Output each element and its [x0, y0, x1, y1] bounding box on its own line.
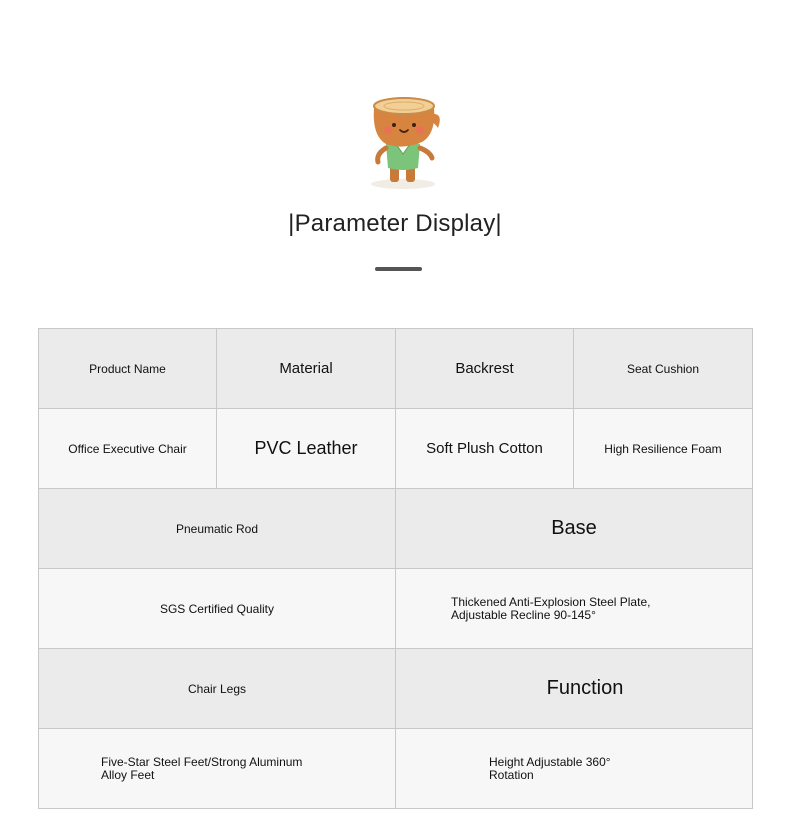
table-cell: Function — [396, 649, 753, 729]
table-row — [39, 729, 753, 809]
table-row — [39, 489, 753, 569]
table-cell: High Resilience Foam — [574, 409, 753, 489]
table-cell: Pneumatic Rod — [39, 489, 396, 569]
table-cell: Soft Plush Cotton — [396, 409, 574, 489]
table-cell: Backrest — [396, 329, 574, 409]
table-cell: Product Name — [39, 329, 217, 409]
table-row — [39, 649, 753, 729]
title-divider — [375, 267, 422, 271]
tree-stump-mascot-icon — [360, 92, 446, 192]
table-cell: Thickened Anti-Explosion Steel Plate, Adjustable Recline 90-145° — [396, 569, 753, 649]
table-cell: PVC Leather — [217, 409, 396, 489]
table-cell: SGS Certified Quality — [39, 569, 396, 649]
table-cell: Five-Star Steel Feet/Strong Aluminum Alloy Feet — [39, 729, 396, 809]
table-cell: Seat Cushion — [574, 329, 753, 409]
table-row — [39, 329, 753, 409]
page-title: |Parameter Display| — [288, 210, 502, 237]
table-cell: Office Executive Chair — [39, 409, 217, 489]
table-cell: Material — [217, 329, 396, 409]
table-cell: Base — [396, 489, 753, 569]
table-cell: Height Adjustable 360° Rotation — [396, 729, 753, 809]
parameter-table — [38, 328, 753, 809]
table-row — [39, 409, 753, 489]
table-cell: Chair Legs — [39, 649, 396, 729]
table-row — [39, 569, 753, 649]
